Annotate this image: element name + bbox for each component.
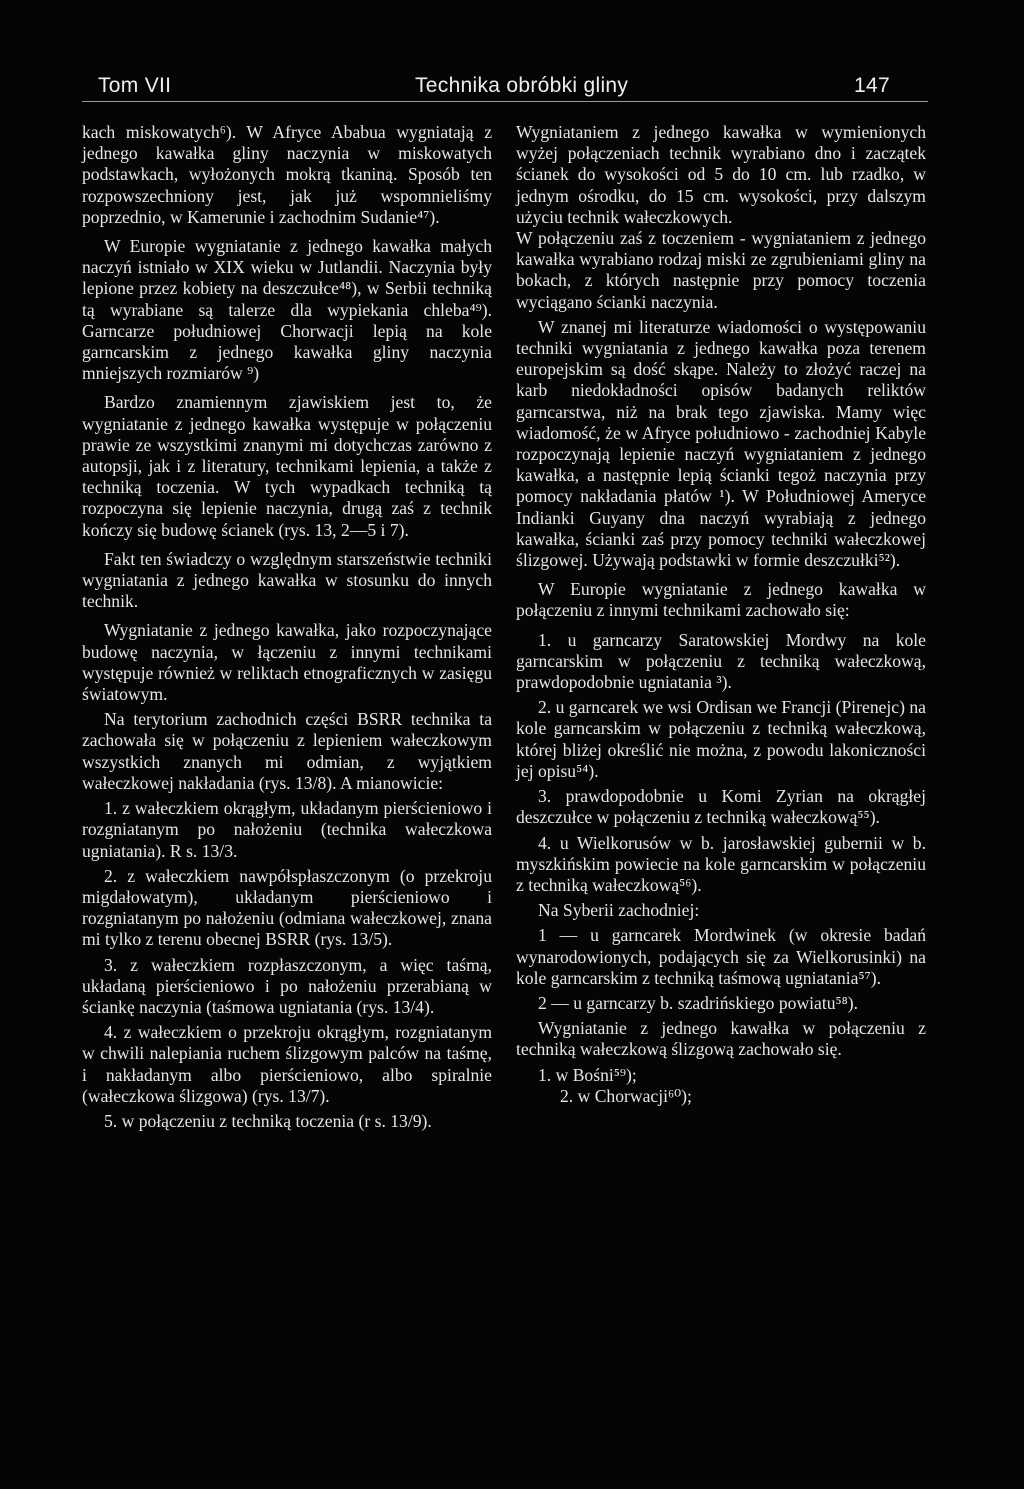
list-item: 4. z wałeczkiem o przekroju okrągłym, rozgniatanym w chwili nalepiania ruchem ślizgowym palców na taśmę, i nakładanym albo pierścieniowo, albo spiralnie (wałeczkowa ślizgowa) (rys. 13/7).: [82, 1022, 492, 1106]
paragraph: W Europie wygniatanie z jednego kawałka w połączeniu z innymi technikami zachowało się:: [516, 579, 926, 621]
paragraph: Fakt ten świadczy o względnym starszeństwie techniki wygniatania z jednego kawałka w stosunku do innych technik.: [82, 548, 492, 612]
list-item: 1 — u garncarek Mordwinek (w okresie badań wynarodowionych, podających się za Wielkorusinki) na kole garncarskim z techniką taśmową ugniatania⁵⁷).: [516, 925, 926, 988]
list-item: 2. z wałeczkiem nawpółspłaszczonym (o przekroju migdałowatym), układanym pierścieniowo i rozgniatanym po nałożeniu (odmiana wałeczkowej, znana mi tylko z terenu obecnej BSRR (rys. 13/5).: [82, 865, 492, 950]
header-rule: [82, 101, 928, 102]
list-item: 2. w Chorwacji⁶⁰);: [560, 1085, 692, 1106]
list-item: 1. z wałeczkiem okrągłym, układanym pierścieniowo i rozgniatanym po nałożeniu (technika wałeczkowa ugniatania). R s. 13/3.: [82, 798, 492, 861]
list-item: 3. prawdopodobnie u Komi Zyrian na okrągłej deszczułce w połączeniu z techniką wałeczkową⁵⁵).: [516, 786, 926, 828]
list-item: 2 — u garncarzy b. szadrińskiego powiatu⁵⁸).: [538, 992, 859, 1013]
list-item: 3. z wałeczkiem rozpłaszczonym, a więc taśmą, układaną pierścieniowo i po nałożeniu przerabianą w ściankę naczynia (taśmowa ugniatania (rys. 13/4).: [82, 954, 492, 1017]
list-item: 1. w Bośni⁵⁹);: [538, 1064, 637, 1085]
volume-label: Tom VII: [98, 74, 172, 97]
paragraph: Wygniatanie z jednego kawałka, jako rozpoczynające budowę naczynia, w łączeniu z innymi technikami występuje również w reliktach etnograficznych w zasięgu światowym.: [82, 620, 492, 705]
chapter-title: Technika obróbki gliny: [415, 74, 629, 97]
list-item: 1. u garncarzy Saratowskiej Mordwy na kole garncarskim w połączeniu z techniką wałeczkową, prawdopodobnie ugniatania ³).: [516, 629, 926, 693]
paragraph: W połączeniu zaś z toczeniem - wygniataniem z jednego kawałka wyrabiano rodzaj miski ze zgrubieniami gliny na bokach, z których następnie przy pomocy toczenia wyciągano ścianki naczynia.: [516, 228, 926, 312]
paragraph: Na Syberii zachodniej:: [538, 900, 700, 921]
page-number: 147: [854, 74, 890, 97]
paragraph: W znanej mi literaturze wiadomości o występowaniu techniki wygniatania z jednego kawałka poza terenem europejskim są dość skąpe. Należy to złożyć raczej na karb niedokładności opisów badanych reliktów garncarstwa, niż na brak tego zjawiska. Mamy więc wiadomość, że w Afryce południowo - zachodniej Kabyle rozpoczynają lepienie naczyń wygniataniem z jednego kawałka, a następnie lepią ścianki tegoż naczynia przy pomocy nakładania płatów ¹). W Południowej Ameryce Indianki Guyany dna naczyń wyrabiają z jednego kawałka, ścianki zaś przy pomocy techniki wałeczkowej ślizgowej. Używają podstawki w formie deszczułki⁵²).: [516, 316, 926, 571]
paragraph: W Europie wygniatanie z jednego kawałka małych naczyń istniało w XIX wieku w Jutlandii. Naczynia były lepione przez kobiety na deszczułce⁴⁸), w Serbii techniką tą wyrabiane są talerze dla wypiekania chleba⁴⁹). Garncarze południowej Chorwacji lepią na kole garncarskim z jednego kawałka gliny naczynia mniejszych rozmiarów ⁹): [82, 236, 492, 384]
paragraph: kach miskowatych⁶). W Afryce Ababua wygniatają z jednego kawałka gliny naczynia w miskowatych podstawkach, wyłożonych mokrą tkaniną. Sposób ten rozpowszechniony jest, jak już wspomnieliśmy poprzednio, w Kamerunie i zachodnim Sudanie⁴⁷).: [82, 122, 492, 227]
paragraph: Wygniatanie z jednego kawałka w połączeniu z techniką wałeczkową ślizgową zachowało się.: [516, 1018, 926, 1060]
running-header: [82, 74, 928, 100]
list-item: 5. w połączeniu z techniką toczenia (r s. 13/9).: [104, 1110, 432, 1131]
left-column: [82, 122, 492, 1132]
paragraph: Wygniataniem z jednego kawałka w wymienionych wyżej połączeniach technik wyrabiano dno i zaczątek ścianek do wysokości od 5 do 10 cm. lub rzadko, w jednym ośrodku, do 15 cm. wysokości, przy dalszym użyciu technik wałeczkowych.: [516, 122, 926, 227]
list-item: 2. u garncarek we wsi Ordisan we Francji (Pirenejc) na kole garncarskim w połączeniu z techniką wałeczkową, której bliżej określić nie można, z powodu lakoniczności jej opisu⁵⁴).: [516, 697, 926, 781]
right-column: [516, 122, 926, 1107]
paragraph: Bardzo znamiennym zjawiskiem jest to, że wygniatanie z jednego kawałka występuje w połączeniu prawie ze wszystkimi znanymi mi dotychczas zarówno z autopsji, jak i z literatury, technikami lepienia, a także z techniką toczenia. W tych wypadkach techniką tą rozpoczyna się lepienie naczynia, drugą zaś z technik kończy się budowę ścianek (rys. 13, 2—5 i 7).: [82, 392, 492, 540]
list-item: 4. u Wielkorusów w b. jarosławskiej gubernii w b. myszkińskim powiecie na kole garncarskim w połączeniu z techniką wałeczkową⁵⁶).: [516, 832, 926, 895]
paragraph: Na terytorium zachodnich części BSRR technika ta zachowała się w połączeniu z lepieniem wałeczkowym wszystkich znanych mi odmian, z wyjątkiem wałeczkowej nakładania (rys. 13/8). A mianowicie:: [82, 709, 492, 793]
